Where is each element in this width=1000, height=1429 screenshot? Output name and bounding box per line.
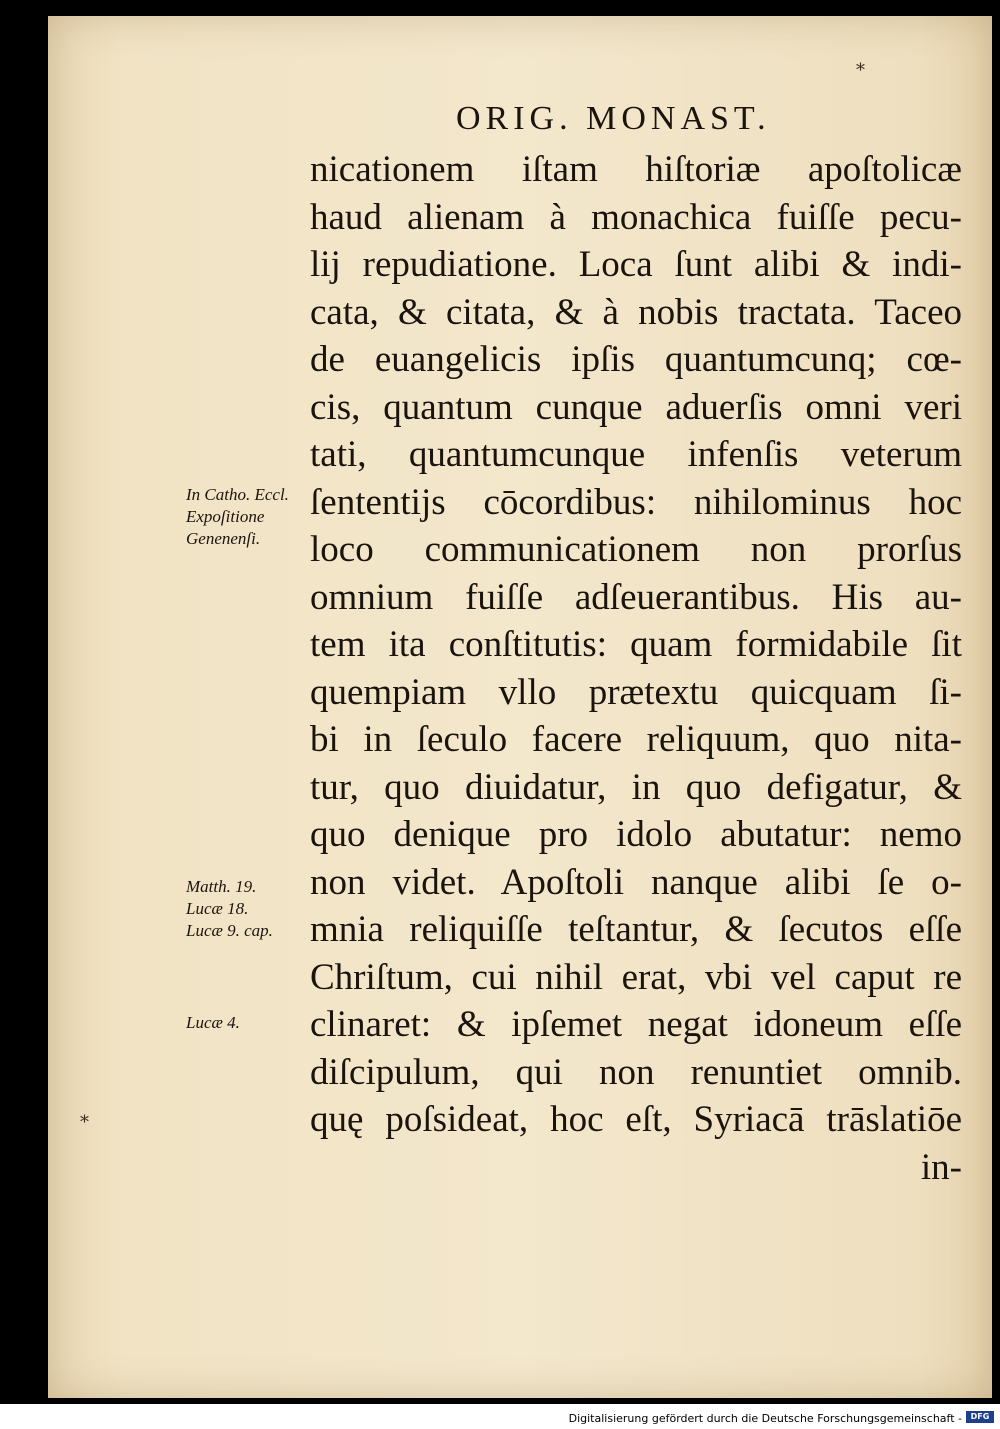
text-line: tur, quo diuidatur, in quo defigatur, & bbox=[310, 766, 962, 808]
text-line: cis, quantum cunque aduerſis omni veri bbox=[310, 386, 962, 428]
marginal-note-luke bbox=[186, 1012, 240, 1034]
catchword: in- bbox=[920, 1146, 962, 1188]
text-line: quę poſsideat, hoc eſt, Syriacā trāslatiōe bbox=[310, 1099, 962, 1140]
text-line: omnium fuiſſe adſeuerantibus. His au- bbox=[310, 576, 962, 618]
text-line: tem ita conſtitutis: quam formidabile ſit bbox=[310, 624, 962, 665]
marginal-note-line: Matth. 19. bbox=[186, 877, 257, 896]
footer-bar bbox=[0, 1404, 1000, 1429]
funding-credit: Digitalisierung gefördert durch die Deutsche Forschungsgemeinschaft - bbox=[568, 1412, 962, 1425]
text-line: Chriſtum, cui nihil erat, vbi vel caput re bbox=[310, 956, 962, 998]
text-line: clinaret: & ipſemet negat idoneum eſſe bbox=[310, 1004, 962, 1045]
text-line: ſententijs cōcordibus: nihilominus hoc bbox=[310, 481, 962, 523]
text-line: mnia reliquiſſe teſtantur, & ſecutos eſſe bbox=[310, 909, 962, 950]
running-head: ORIG. MONAST. bbox=[456, 100, 771, 137]
text-line: diſcipulum, qui non renuntiet omnib. bbox=[310, 1051, 962, 1093]
marginal-note-line: Lucæ 18. bbox=[186, 899, 249, 918]
text-line: tati, quantumcunque infenſis veterum bbox=[310, 434, 962, 475]
marginal-note-line: Lucæ 4. bbox=[186, 1013, 240, 1032]
text-line: de euangelicis ipſis quantumcunq; cœ- bbox=[310, 339, 962, 380]
text-line: nicationem iſtam hiſtoriæ apoſtolicæ bbox=[310, 149, 962, 190]
marginal-note-line: Genenenſi. bbox=[186, 529, 261, 548]
text-line: lij repudiatione. Loca ſunt alibi & indi- bbox=[310, 244, 962, 285]
text-line: non videt. Apoſtoli nanque alibi ſe o- bbox=[310, 861, 962, 903]
text-line: loco communicationem non prorſus bbox=[310, 529, 962, 570]
text-line: cata, & citata, & à nobis tractata. Taceo bbox=[310, 291, 962, 333]
star-mark-left: * bbox=[80, 1112, 89, 1133]
marginal-note-line: Lucæ 9. cap. bbox=[186, 921, 273, 940]
text-line: quempiam vllo prætextu quicquam ſi- bbox=[310, 671, 962, 713]
marginal-note-catholic bbox=[186, 484, 289, 550]
text-line: haud alienam à monachica fuiſſe pecu- bbox=[310, 196, 962, 238]
star-mark-top: * bbox=[856, 60, 865, 81]
text-line: bi in ſeculo facere reliquum, quo nita- bbox=[310, 719, 962, 760]
text-line: quo denique pro idolo abutatur: nemo bbox=[310, 814, 962, 855]
marginal-note-line: Expoſitione bbox=[186, 507, 265, 526]
marginal-note-line: In Catho. Eccl. bbox=[186, 485, 289, 504]
dfg-logo: DFG bbox=[966, 1411, 994, 1423]
marginal-note-gospels bbox=[186, 876, 273, 942]
body-text bbox=[310, 146, 962, 1191]
